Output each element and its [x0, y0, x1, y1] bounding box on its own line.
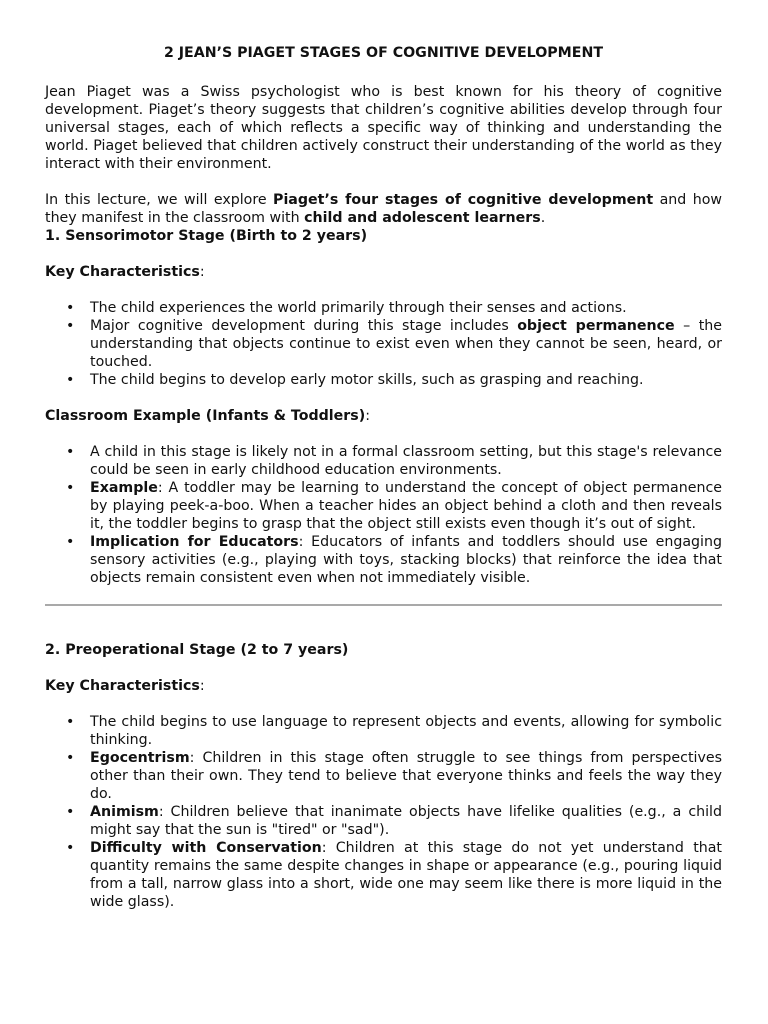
item-text: : Children in this stage often struggle to see things from perspectives other than their own. They tend to believe that everyone thinks and feels the way they do.	[90, 750, 722, 802]
stage1-class-label	[45, 407, 722, 425]
item-bold: Animism	[90, 804, 159, 820]
stage1-class-list	[45, 443, 722, 587]
item-bold: Difficulty with Conservation	[90, 840, 322, 856]
item-text: Major cognitive development during this stage includes	[90, 318, 518, 334]
list-item	[90, 749, 722, 803]
item-bold: object permanence	[517, 318, 675, 334]
list-item: • The child begins to use language to represent objects and events, allowing for symbolic thinking.	[90, 713, 722, 749]
stage1-key-label-text: Key Characteristics	[45, 264, 200, 280]
lecture-paragraph	[45, 191, 722, 227]
item-text: : Children believe that inanimate objects have lifelike qualities (e.g., a child might say that the sun is "tired" or "sad").	[90, 804, 722, 838]
stage2-key-label	[45, 677, 722, 695]
lecture-text-1: In this lecture, we will explore	[45, 192, 274, 208]
stage1-heading: 1. Sensorimotor Stage (Birth to 2 years)	[45, 228, 368, 244]
lecture-text-2: and how they manifest in the classroom with	[45, 192, 722, 226]
stage1-key-colon: :	[199, 264, 205, 280]
item-bold: Egocentrism	[90, 750, 190, 766]
stage2-key-list	[45, 713, 722, 911]
item-bold: Example	[90, 480, 158, 496]
item-text: – the understanding that objects continue to exist even when they cannot be seen, heard, or touched.	[90, 318, 722, 370]
list-item	[90, 479, 722, 533]
item-text: : Educators of infants and toddlers should use engaging sensory activities (e.g., playing with toys, stacking blocks) that reinforce the idea that objects remain consistent even when not immediately visible.	[90, 534, 722, 586]
lecture-bold-2: child and adolescent learners	[304, 210, 541, 226]
list-item: • The child experiences the world primarily through their senses and actions.	[90, 299, 722, 317]
item-bold: Implication for Educators	[90, 534, 299, 550]
intro-paragraph: Jean Piaget was a Swiss psychologist who is best known for his theory of cognitive development. Piaget’s theory suggests that children’s cognitive abilities develop through four universal stages, each of which reflects a specific way of thinking and understanding the world. Piaget believed that children actively construct their understanding of the world as they interact with their environment.	[45, 84, 722, 172]
list-item: • A child in this stage is likely not in a formal classroom setting, but this stage's relevance could be seen in early childhood education environments.	[90, 443, 722, 479]
list-item	[90, 803, 722, 839]
list-item	[90, 839, 722, 911]
stage2-key-label-text: Key Characteristics	[45, 678, 200, 694]
document-page	[45, 44, 722, 911]
lecture-text-3: .	[540, 210, 546, 226]
page-title: 2 JEAN’S PIAGET STAGES OF COGNITIVE DEVELOPMENT	[163, 45, 604, 61]
stage2-key-colon: :	[199, 678, 205, 694]
lecture-bold-1: Piaget’s four stages of cognitive development	[273, 192, 654, 208]
stage1-key-label	[45, 263, 722, 281]
list-item	[90, 533, 722, 587]
stage1-class-label-text: Classroom Example (Infants & Toddlers)	[45, 408, 366, 424]
item-text: : A toddler may be learning to understand the concept of object permanence by playing peek-a-boo. When a teacher hides an object behind a cloth and then reveals it, the toddler begins to grasp that the object still exists even though it’s out of sight.	[90, 480, 722, 532]
stage2-heading: 2. Preoperational Stage (2 to 7 years)	[45, 642, 349, 658]
list-item	[90, 317, 722, 371]
item-text: : Children at this stage do not yet understand that quantity remains the same despite changes in shape or appearance (e.g., pouring liquid from a tall, narrow glass into a short, wide one may seem like there is more liquid in the wide glass).	[90, 840, 723, 910]
list-item: • The child begins to develop early motor skills, such as grasping and reaching.	[90, 371, 722, 389]
stage1-key-list	[45, 299, 722, 389]
section-divider	[45, 604, 722, 606]
stage1-class-colon: :	[365, 408, 370, 424]
